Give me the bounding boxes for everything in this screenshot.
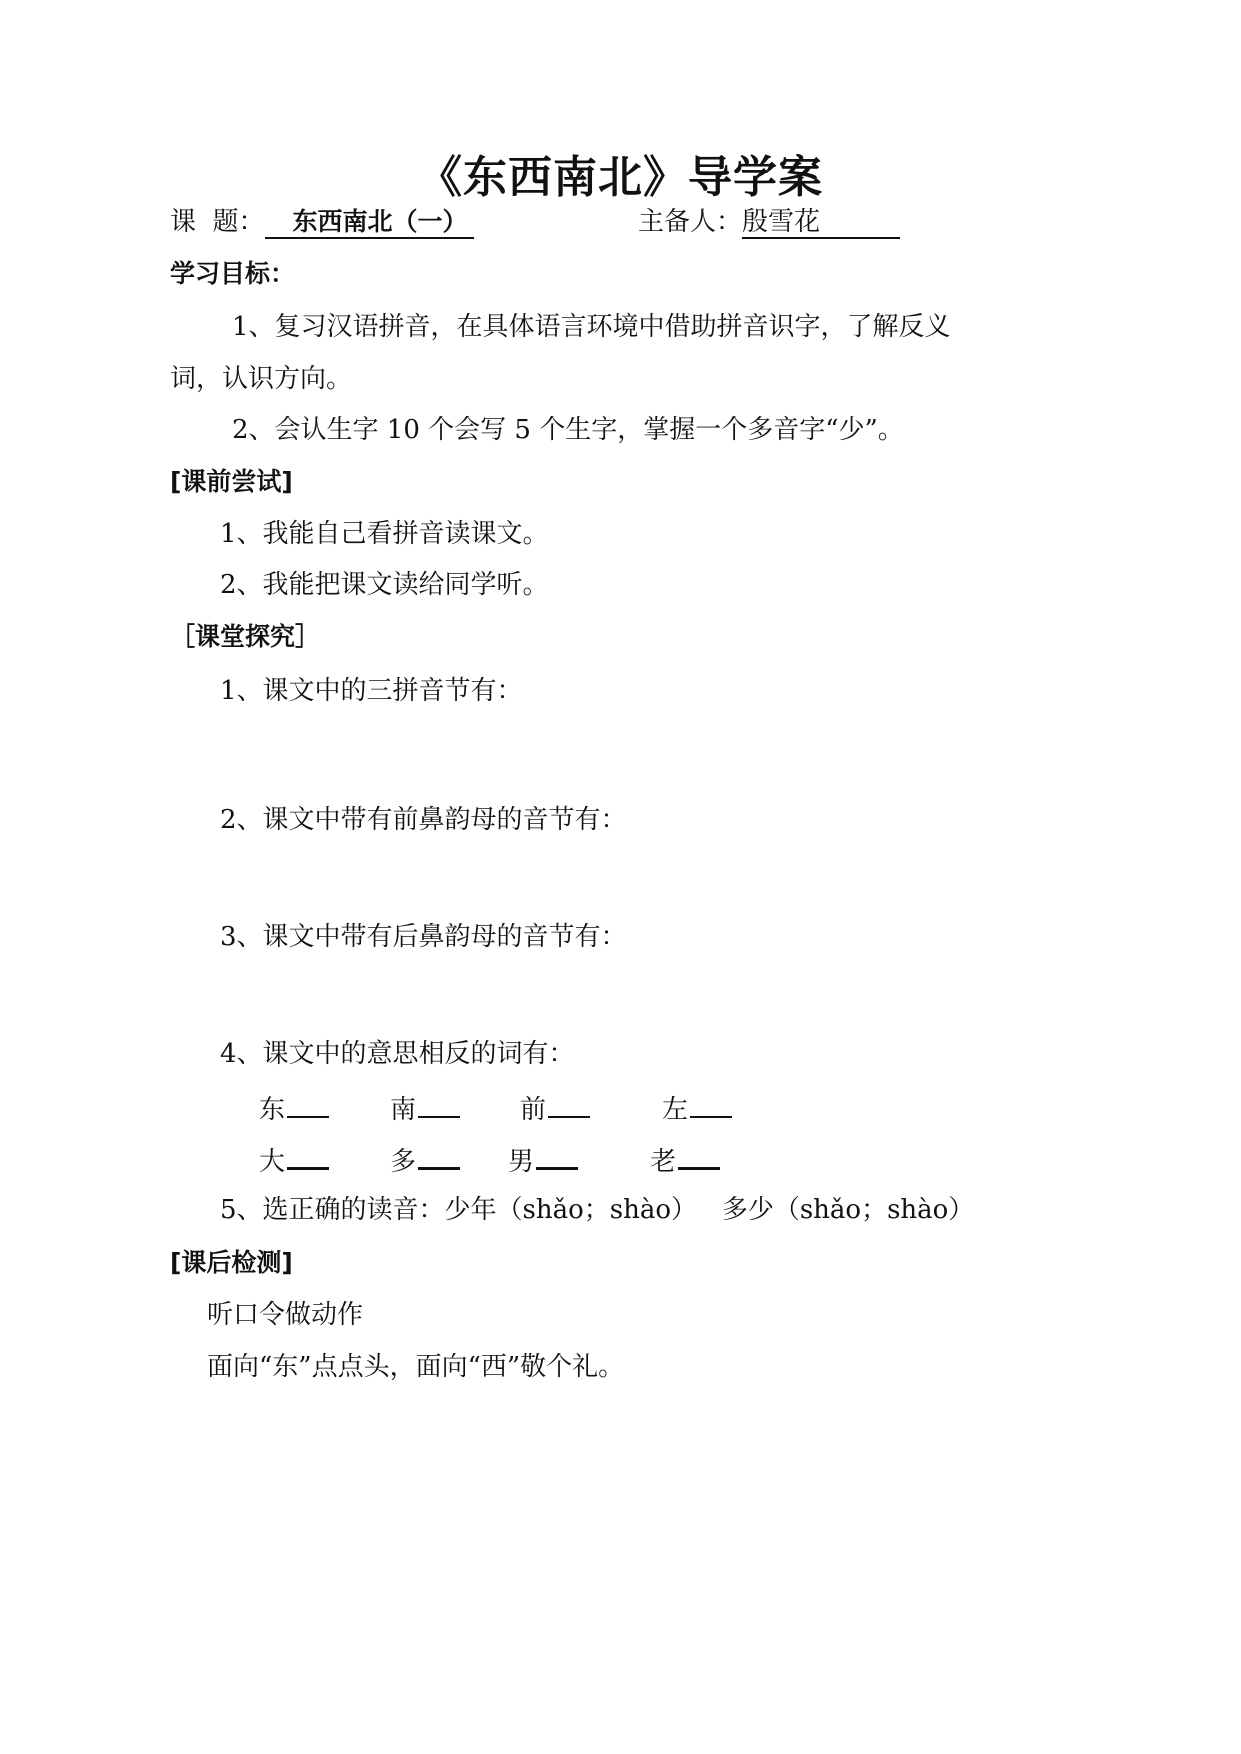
topic-row: [170, 205, 474, 239]
topic-label: 课 题：: [170, 207, 265, 237]
explore-q4: 4、课文中的意思相反的词有：: [220, 1039, 575, 1069]
antonym-word: 老: [650, 1147, 677, 1177]
posttest-heading: [课后检测]: [170, 1248, 293, 1277]
answer-blank[interactable]: [536, 1141, 578, 1170]
pretest-heading: [课前尝试]: [170, 467, 293, 496]
posttest-line-1: 听口令做动作: [207, 1300, 364, 1330]
antonym-pair: [508, 1141, 578, 1179]
pretest-item-1: 1、我能自己看拼音读课文。: [220, 519, 549, 549]
antonym-word: 前: [520, 1095, 547, 1125]
antonym-pair: [520, 1090, 590, 1127]
pretest-item-2: 2、我能把课文读给同学听。: [220, 570, 549, 600]
answer-blank[interactable]: [418, 1141, 460, 1170]
antonym-pair: [650, 1141, 720, 1179]
preparer-value: 殷雪花: [742, 207, 900, 239]
antonym-word: 左: [662, 1095, 689, 1125]
preparer-row: [638, 205, 900, 239]
antonym-word: 大: [259, 1147, 286, 1177]
goal-item-2: 2、会认生字 10 个会写 5 个生字，掌握一个多音字“少”。: [232, 415, 904, 445]
preparer-label: 主备人：: [638, 207, 743, 237]
topic-value: 东西南北（一）: [265, 207, 474, 239]
goal-item-1-line-2: 词，认识方向。: [170, 364, 353, 394]
page-title: 《东西南北》导学案: [418, 152, 823, 203]
answer-blank[interactable]: [418, 1090, 460, 1118]
explore-q5: 5、选正确的读音：少年（shǎo；shào） 多少（shǎo；shào）: [220, 1195, 975, 1225]
answer-blank[interactable]: [690, 1090, 732, 1118]
answer-blank[interactable]: [548, 1090, 590, 1118]
answer-blank[interactable]: [287, 1141, 329, 1170]
antonym-word: 多: [390, 1147, 417, 1177]
antonym-pair: [259, 1090, 329, 1127]
antonym-word: 东: [259, 1095, 286, 1125]
answer-blank[interactable]: [287, 1090, 329, 1118]
antonym-pair: [662, 1090, 732, 1127]
goal-item-1-line-1: 1、复习汉语拼音，在具体语言环境中借助拼音识字，了解反义: [232, 312, 951, 342]
antonym-word: 男: [508, 1147, 535, 1177]
posttest-line-2: 面向“东”点点头，面向“西”敬个礼。: [207, 1352, 625, 1382]
answer-blank[interactable]: [678, 1141, 720, 1170]
antonym-pair: [259, 1141, 329, 1179]
antonym-pair: [390, 1141, 460, 1179]
goals-heading: 学习目标：: [170, 259, 296, 288]
explore-q2: 2、课文中带有前鼻韵母的音节有：: [220, 805, 627, 835]
antonym-pair: [390, 1090, 460, 1127]
explore-q3: 3、课文中带有后鼻韵母的音节有：: [220, 922, 627, 952]
explore-heading: ［课堂探究］: [170, 622, 321, 651]
explore-q1: 1、课文中的三拼音节有：: [220, 676, 523, 706]
antonym-word: 南: [390, 1095, 417, 1125]
